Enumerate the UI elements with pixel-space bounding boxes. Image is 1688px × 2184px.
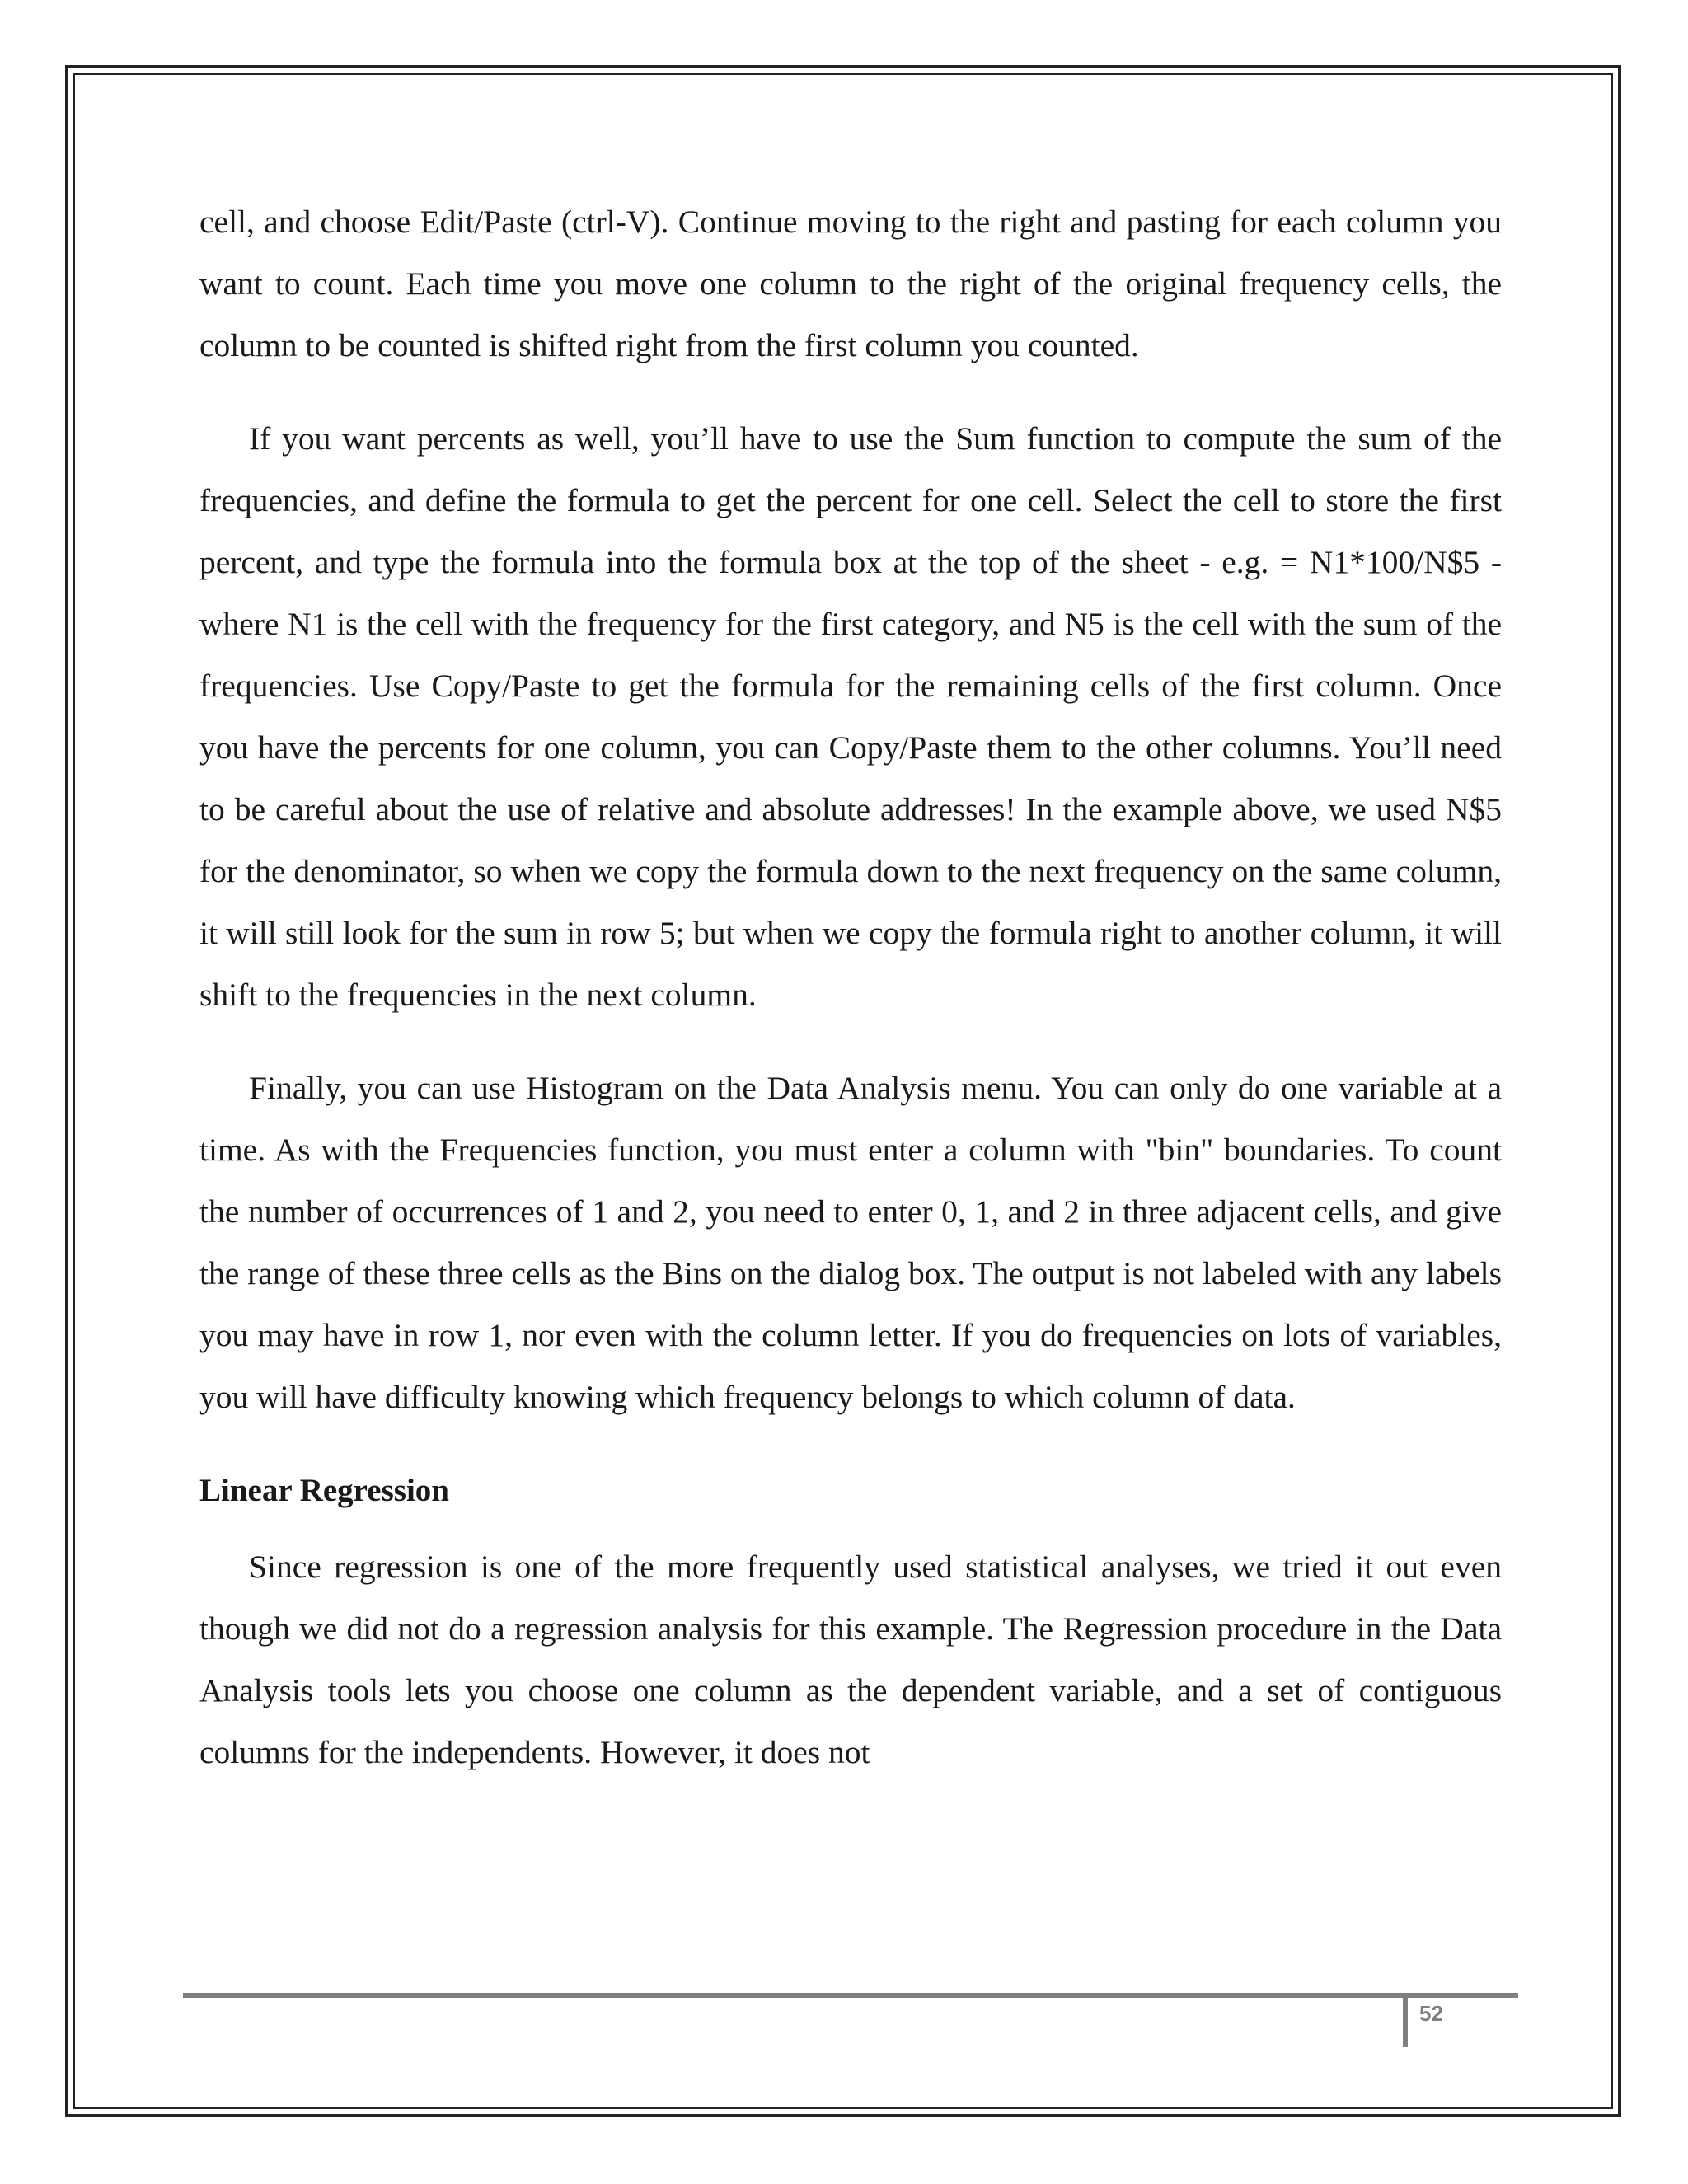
paragraph-percents: If you want percents as well, you’ll have to use the Sum function to compute the sum of the frequencies, and define the formula to get the percent for one cell. Select the cell to store the first percent, and type the formula into the formula box at the top of the sheet - e.g. = N1*100/N$5 - where N1 is the cell with the frequency for the first category, and N5 is the cell with the sum of the frequencies. Use Copy/Paste to get the formula for the remaining cells of the first column. Once you have the percents for one column, you can Copy/Paste them to the other columns. You’ll need to be careful about the use of relative and absolute addresses! In the example above, we used N$5 for the denominator, so when we copy the formula down to the next frequency on the same column, it will still look for the sum in row 5; but when we copy the formula right to another column, it will shift to the frequencies in the next column. <box>199 420 1502 1013</box>
page-body <box>199 191 1502 1815</box>
page-number: 52 <box>1419 2001 1443 2026</box>
footer-divider <box>1403 1993 1408 2047</box>
footer-rule <box>183 1993 1518 1998</box>
section-heading: Linear Regression <box>199 1473 449 1508</box>
paragraph-continued: cell, and choose Edit/Paste (ctrl-V). Continue moving to the right and pasting for each column you want to count. Each time you move one column to the right of the original frequency cells, the column to be counted is shifted right from the first column you counted. <box>199 204 1502 363</box>
paragraph-regression: Since regression is one of the more frequently used statistical analyses, we tried it out even though we did not do a regression analysis for this example. The Regression procedure in the Data Analysis tools lets you choose one column as the dependent variable, and a set of contiguous columns for the independents. However, it does not <box>199 1549 1502 1770</box>
paragraph-histogram: Finally, you can use Histogram on the Data Analysis menu. You can only do one variable at a time. As with the Frequencies function, you must enter a column with "bin" boundaries. To count the number of occurrences of 1 and 2, you need to enter 0, 1, and 2 in three adjacent cells, and give the range of these three cells as the Bins on the dialog box. The output is not labeled with any labels you may have in row 1, nor even with the column letter. If you do frequencies on lots of variables, you will have difficulty knowing which frequency belongs to which column of data. <box>199 1070 1502 1415</box>
